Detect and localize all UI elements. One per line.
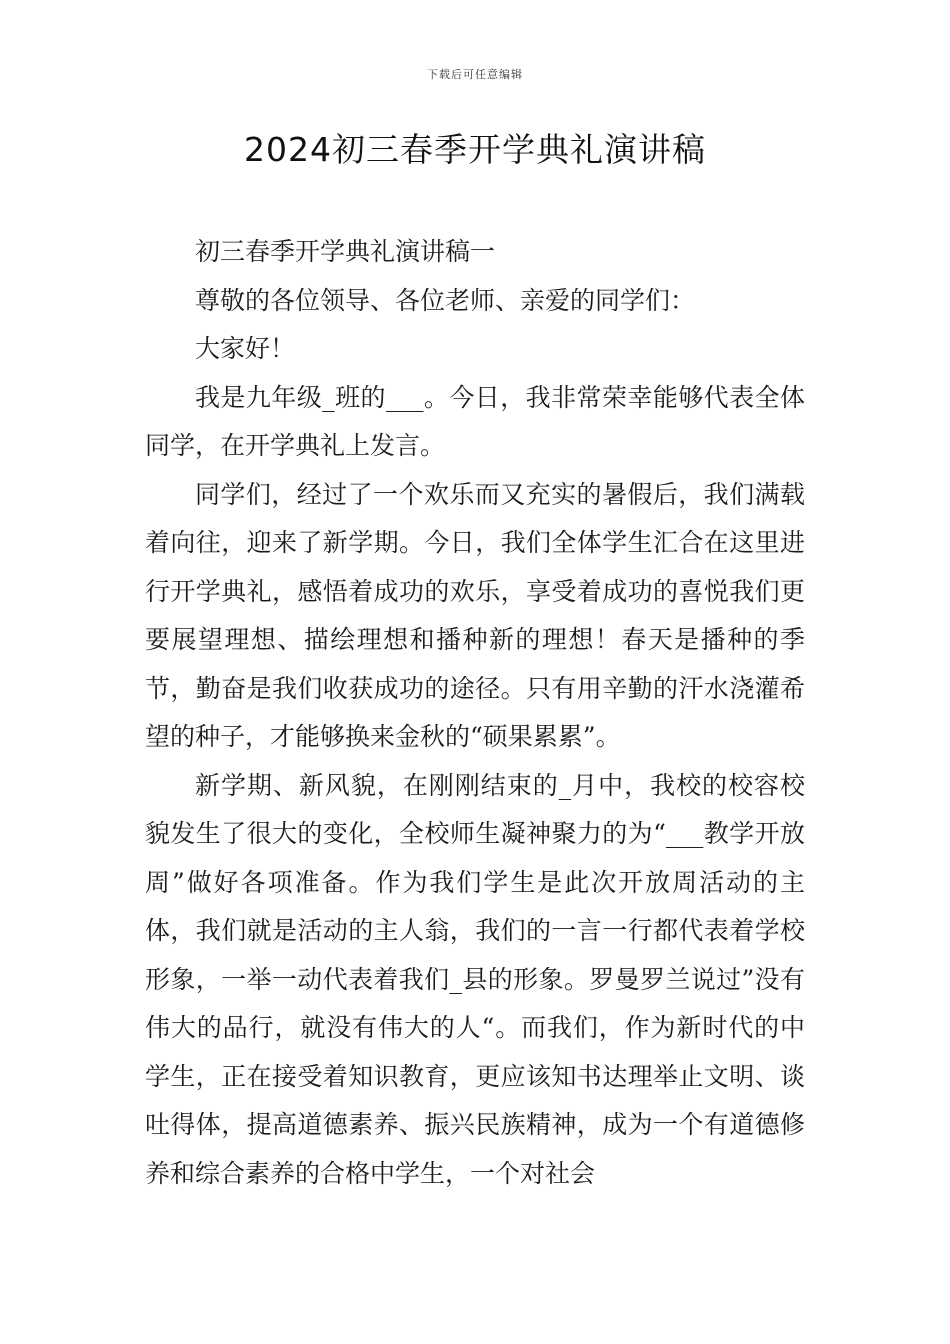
paragraph-body: 新学期、新风貌，在刚刚结束的_月中，我校的校容校貌发生了很大的变化，全校师生凝神聚力的为“___教学开放周”做好各项准备。作为我们学生是此次开放周活动的主体，我们就是活动的主人翁，我们的一言一行都代表着学校形象，一举一动代表着我们_县的形象。罗曼罗兰说过”没有伟大的品行，就没有伟大的人“。而我们，作为新时代的中学生，正在接受着知识教育，更应该知书达理举止文明、谈吐得体，提高道德素养、振兴民族精神，成为一个有道德修养和综合素养的合格中学生，一个对社会 <box>145 770 805 1188</box>
document-title: 2024初三春季开学典礼演讲稿 <box>244 130 706 169</box>
paragraph-introduction: 我是九年级_班的___。今日，我非常荣幸能够代表全体同学，在开学典礼上发言。 <box>145 382 805 460</box>
paragraph-greeting: 大家好！ <box>195 334 296 363</box>
paragraph-salutation: 尊敬的各位领导、各位老师、亲爱的同学们： <box>195 285 696 315</box>
paragraph-subtitle: 初三春季开学典礼演讲稿一 <box>195 237 496 266</box>
header-note: 下载后可任意编辑 <box>427 68 523 81</box>
paragraph-body: 同学们，经过了一个欢乐而又充实的暑假后，我们满载着向往，迎来了新学期。今日，我们全体学生汇合在这里进行开学典礼，感悟着成功的欢乐，享受着成功的喜悦我们更要展望理想、描绘理想和播种新的理想！春天是播种的季节，勤奋是我们收获成功的途径。只有用辛勤的汗水浇灌希望的种子，才能够换来金秋的“硕果累累”。 <box>145 479 805 751</box>
document-body <box>145 228 805 1198</box>
